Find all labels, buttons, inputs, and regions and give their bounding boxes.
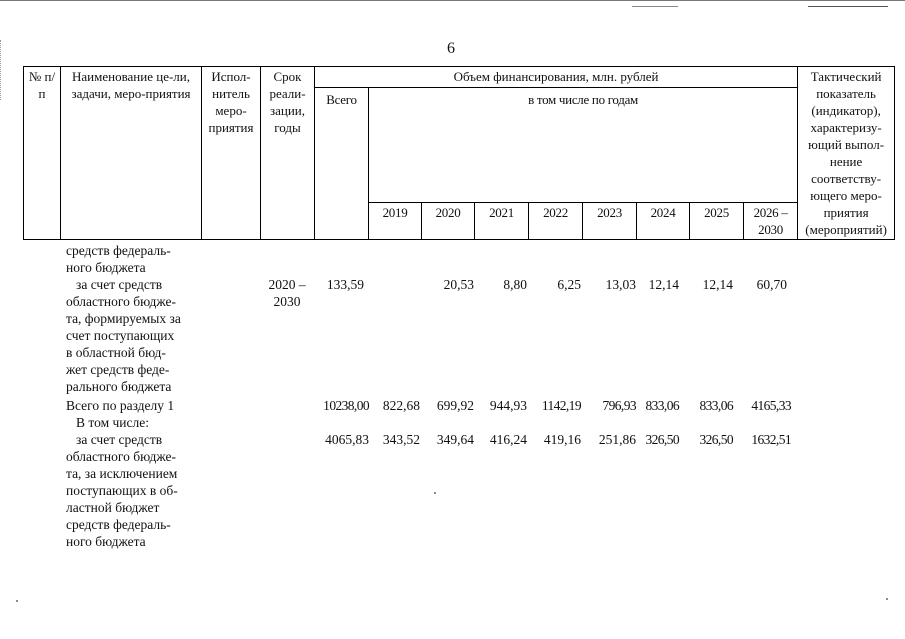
header-col-indicator: Тактический показатель (индикатор), характеризу-ющий выпол-нение соответству-ющего меро-приятия (мероприятий) [798,67,895,240]
left-margin-mark [0,40,3,100]
scan-speck [434,492,436,494]
top-border-line [0,0,905,1]
row-4-total: 4065,83 [325,432,369,447]
row-2-value-2024: 833,06 [645,398,679,413]
row-4-desc-line: та, за исключением [66,466,178,481]
scan-speck [886,598,888,600]
row-2-value-2022: 1142,19 [541,398,581,413]
row-2-total: 10238,00 [323,398,369,413]
row-4-desc-line: за счет средств [76,432,163,447]
header-year-2026-2030: 2026 – 2030 [744,203,798,240]
row-4-desc-line: ластной бюджет [66,500,160,515]
header-year-2025: 2025 [690,203,744,240]
row-1-term: 2020 – 2030 [268,277,306,309]
row-1-value-2025: 12,14 [702,277,733,292]
row-1-value-2023: 13,03 [605,277,636,292]
row-1-desc-line: рального бюджета [66,379,172,394]
header-col-number: № п/п [24,67,61,240]
header-col-by-years: в том числе по годам [369,88,798,203]
row-2-value-2025: 833,06 [699,398,733,413]
header-year-2022: 2022 [529,203,583,240]
row-1-desc-line: в областной бюд- [66,345,166,360]
row-1-desc-line: счет поступающих [66,328,175,343]
header-year-2019: 2019 [369,203,422,240]
row-4-value-2022: 419,16 [543,432,581,447]
row-4-desc-line: ного бюджета [66,534,146,549]
row-1-value-2020: 20,53 [443,277,474,292]
header-year-2023: 2023 [583,203,637,240]
top-dash-mark [632,6,678,7]
row-4-value-2026-2030: 1632,51 [751,432,791,447]
row-1-value-2026-2030: 60,70 [756,277,787,292]
header-col-term: Срок реали-зации, годы [261,67,315,240]
header-col-financing: Объем финансирования, млн. рублей [315,67,798,88]
row-2-value-2020: 699,92 [436,398,474,413]
row-4-value-2021: 416,24 [489,432,527,447]
header-year-2024: 2024 [637,203,690,240]
row-2-value-2026-2030: 4165,33 [751,398,791,413]
table-header [23,66,895,240]
row-4-value-2024: 326,50 [645,432,679,447]
row-4-desc-line: средств федераль- [66,517,171,532]
row-1-value-2024: 12,14 [648,277,679,292]
row-1-total: 133,59 [326,277,364,292]
row-4-value-2019: 343,52 [382,432,420,447]
row-1-value-2021: 8,80 [503,277,527,292]
row-4-desc-line: областного бюдже- [66,449,176,464]
row-0-desc-line: ного бюджета [66,260,146,275]
row-3-description: В том числе: [76,415,149,430]
row-0-description [66,242,196,276]
scan-speck [16,600,18,602]
row-1-desc-line: жет средств феде- [66,362,170,377]
row-2-value-2023: 796,93 [602,398,636,413]
row-2-description: Всего по разделу 1 [66,398,175,413]
header-col-executor: Испол-нитель меро-приятия [202,67,261,240]
row-1-desc-line: областного бюдже- [66,294,176,309]
row-1-desc-line: за счет средств [76,277,163,292]
row-1-desc-line: та, формируемых за [66,311,181,326]
row-0-desc-line: средств федераль- [66,243,171,258]
row-4-value-2025: 326,50 [699,432,733,447]
header-year-2021: 2021 [475,203,529,240]
page-number: 6 [447,40,455,57]
row-4-value-2023: 251,86 [598,432,636,447]
row-2-value-2019: 822,68 [382,398,420,413]
row-1-description [66,276,196,395]
row-2-value-2021: 944,93 [489,398,527,413]
top-dash-mark-right [808,6,888,7]
row-4-value-2020: 349,64 [436,432,474,447]
row-4-desc-line: поступающих в об- [66,483,178,498]
row-4-description [66,431,196,550]
header-year-2020: 2020 [422,203,475,240]
header-col-total: Всего [315,88,369,240]
header-col-name: Наименование це-ли, задачи, меро-приятия [61,67,202,240]
row-1-value-2022: 6,25 [557,277,581,292]
